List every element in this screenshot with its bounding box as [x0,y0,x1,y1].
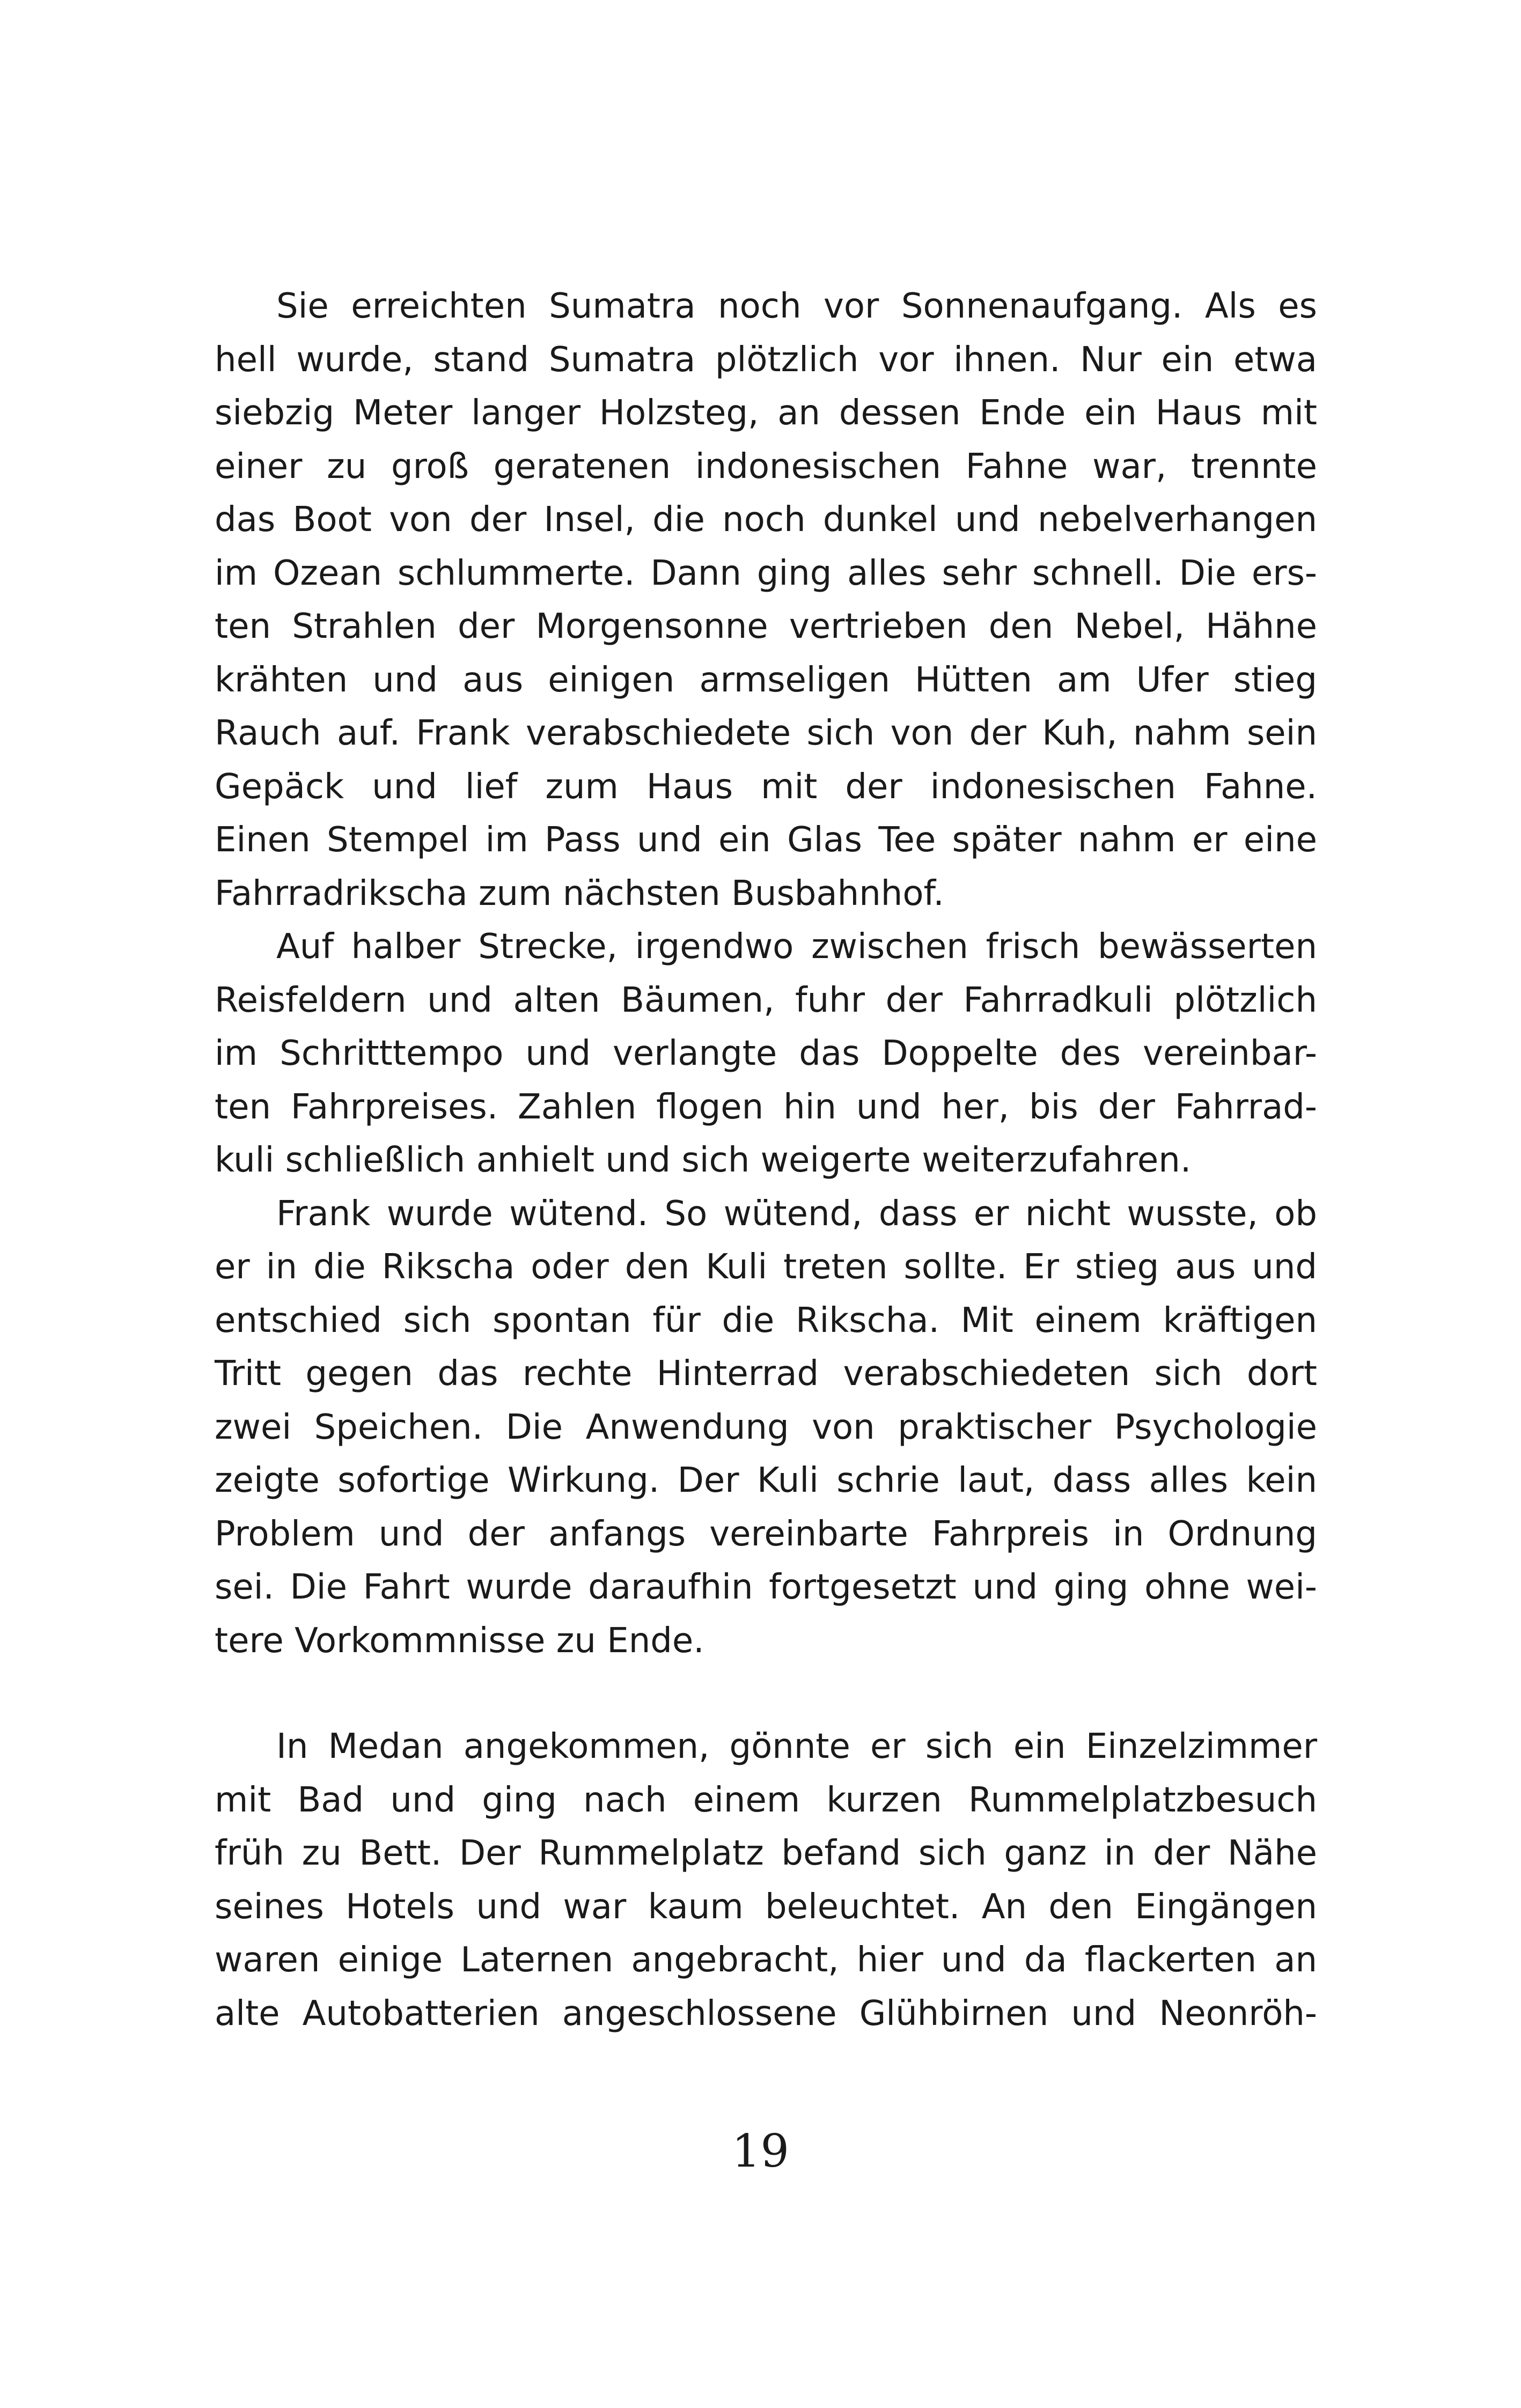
body-text [215,280,1317,2041]
text-line: tere Vorkommnisse zu Ende. [215,1621,704,1661]
text-line: er in die Rikscha oder den Kuli treten sollte. Er stieg aus und [215,1247,1317,1287]
text-line: Fahrradrikscha zum nächsten Busbahnhof. [215,873,944,914]
text-line: im Schritttempo und verlangte das Doppelte des vereinbar- [215,1034,1317,1073]
text-line: Problem und der anfangs vereinbarte Fahrpreis in Ordnung [215,1514,1317,1554]
text-line: kuli schließlich anhielt und sich weigerte weiterzufahren. [215,1140,1192,1180]
text-line: siebzig Meter langer Holzsteg, an dessen Ende ein Haus mit [215,393,1317,433]
text-line: alte Autobatterien angeschlossene Glühbirnen und Neonröh- [215,1993,1317,2034]
text-line: zwei Speichen. Die Anwendung von praktischer Psychologie [215,1407,1317,1447]
text-line: Frank wurde wütend. So wütend, dass er nicht wusste, ob [276,1194,1317,1234]
text-line: im Ozean schlummerte. Dann ging alles sehr schnell. Die ers- [215,553,1317,593]
text-line: krähten und aus einigen armseligen Hütten am Ufer stieg [215,660,1317,700]
paragraph-3 [215,1188,1317,1668]
text-line: entschied sich spontan für die Rikscha. Mit einem kräftigen [215,1300,1317,1341]
text-line: hell wurde, stand Sumatra plötzlich vor ihnen. Nur ein etwa [215,340,1317,380]
text-line: waren einige Laternen angebracht, hier und da flackerten an [215,1940,1317,1980]
text-line: Sie erreichten Sumatra noch vor Sonnenaufgang. Als es [276,286,1317,326]
text-line: ten Strahlen der Morgensonne vertrieben den Nebel, Hähne [215,607,1317,646]
page-number: 19 [732,2125,789,2177]
text-line: sei. Die Fahrt wurde daraufhin fortgesetzt und ging ohne wei- [215,1567,1317,1607]
text-line: Tritt gegen das rechte Hinterrad verabschiedeten sich dort [215,1354,1317,1394]
paragraph-4 [215,1720,1317,2041]
text-line: Rauch auf. Frank verabschiedete sich von der Kuh, nahm sein [215,713,1317,753]
text-line: mit Bad und ging nach einem kurzen Rummelplatzbesuch [215,1780,1317,1820]
text-line: Einen Stempel im Pass und ein Glas Tee später nahm er eine [215,820,1317,860]
text-line: Reisfeldern und alten Bäumen, fuhr der Fahrradkuli plötzlich [215,980,1317,1020]
text-line: einer zu groß geratenen indonesischen Fahne war, trennte [215,446,1317,487]
text-line: Auf halber Strecke, irgendwo zwischen frisch bewässerten [276,927,1317,967]
text-line: zeigte sofortige Wirkung. Der Kuli schrie laut, dass alles kein [215,1461,1317,1500]
text-line: Gepäck und lief zum Haus mit der indonesischen Fahne. [215,767,1317,807]
text-line: In Medan angekommen, gönnte er sich ein Einzelzimmer [276,1727,1317,1766]
text-line: das Boot von der Insel, die noch dunkel und nebelverhangen [215,500,1317,540]
text-line: seines Hotels und war kaum beleuchtet. An den Eingängen [215,1887,1317,1927]
paragraph-1 [215,280,1317,921]
text-line: ten Fahrpreises. Zahlen flogen hin und her, bis der Fahrrad- [215,1087,1317,1127]
section-break [215,1668,1317,1720]
text-line: früh zu Bett. Der Rummelplatz befand sich ganz in der Nähe [215,1833,1317,1873]
paragraph-2 [215,921,1317,1188]
